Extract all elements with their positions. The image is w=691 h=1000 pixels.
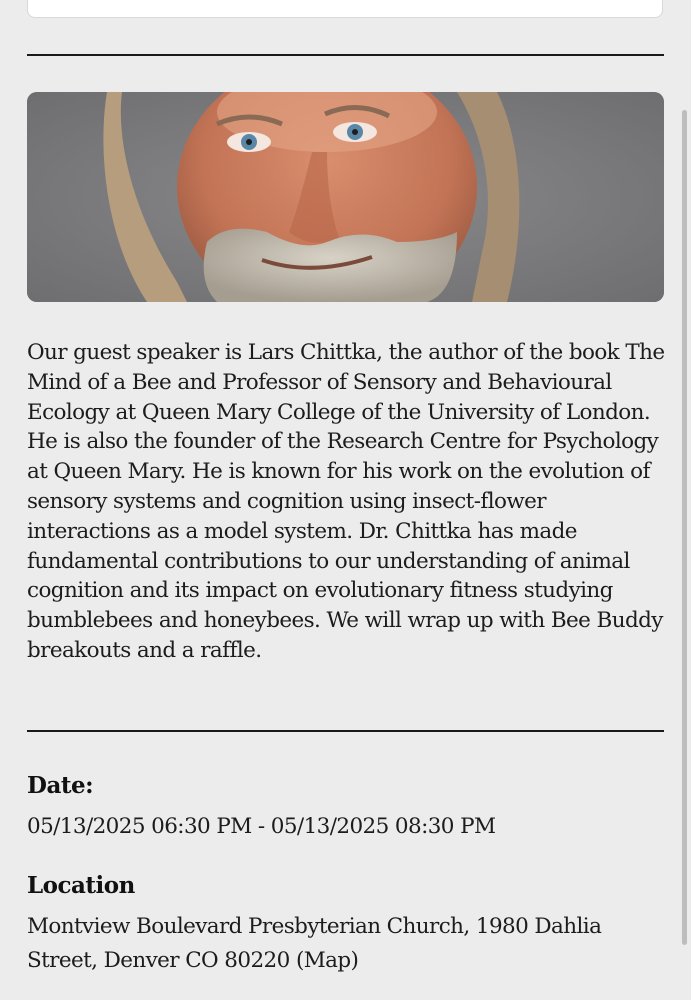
map-link[interactable]: (Map) [295,948,359,973]
location-address: Montview Boulevard Presbyterian Church, 1980 Dahlia Street, Denver CO 80220 [27,914,602,973]
speaker-photo [27,92,664,302]
section-divider-bottom [27,730,664,732]
scrollbar[interactable] [682,110,687,945]
location-value [27,910,667,978]
date-value: 05/13/2025 06:30 PM - 05/13/2025 08:30 PM [27,814,496,839]
event-description: Our guest speaker is Lars Chittka, the author of the book The Mind of a Bee and Professor of Sensory and Behavioural Ecology at Queen Mary College of the University of London. He is also the founder of the Research Centre for Psychology at Queen Mary. He is known for his work on the evolution of sensory systems and cognition using insect-flower interactions as a model system. Dr. Chittka has made fundamental contributions to our understanding of animal cognition and its impact on evolutionary fitness studying bumblebees and honeybees. We will wrap up with Bee Buddy breakouts and a raffle. [27,340,665,663]
date-label: Date: [27,772,94,799]
location-label: Location [27,872,135,899]
previous-card [27,0,663,18]
section-divider-top [27,54,664,56]
